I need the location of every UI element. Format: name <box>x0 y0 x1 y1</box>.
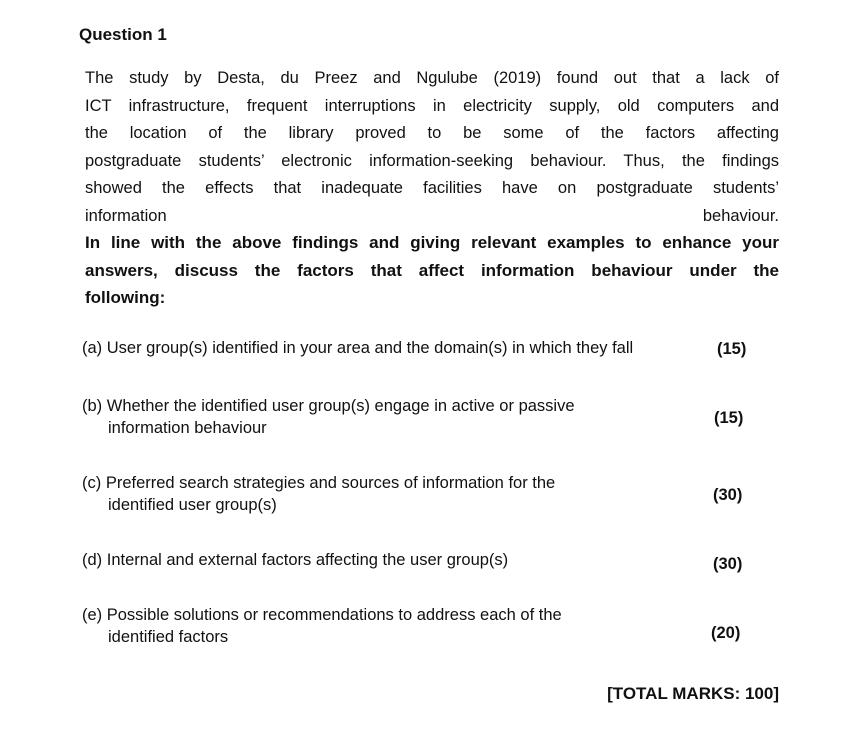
paragraph-line: information behaviour. <box>85 207 779 225</box>
paragraph-line: postgraduate students’ electronic information-seeking behaviour. Thus, the findings <box>85 152 779 170</box>
paragraph-line: the location of the library proved to be some of the factors affecting <box>85 124 779 142</box>
item-text-continued: identified factors <box>108 628 229 646</box>
item-marks: (30) <box>713 555 743 573</box>
item-marks: (15) <box>714 409 744 427</box>
total-marks: [TOTAL MARKS: 100] <box>607 684 779 703</box>
item-text: (b) Whether the identified user group(s) engage in active or passive <box>82 397 575 415</box>
instruction-line: answers, discuss the factors that affect information behaviour under the <box>85 261 779 280</box>
item-text-continued: identified user group(s) <box>108 496 277 514</box>
instruction-line: following: <box>85 288 166 307</box>
item-marks: (15) <box>717 340 747 358</box>
paragraph-line: The study by Desta, du Preez and Ngulube (2019) found out that a lack of <box>85 69 779 87</box>
item-text: (d) Internal and external factors affecting the user group(s) <box>82 551 509 569</box>
item-marks: (20) <box>711 624 741 642</box>
item-text: (c) Preferred search strategies and sources of information for the <box>82 474 556 492</box>
question-heading: Question 1 <box>79 25 167 44</box>
paragraph-line: showed the effects that inadequate facilities have on postgraduate students’ <box>85 179 779 197</box>
item-marks: (30) <box>713 486 743 504</box>
item-text: (e) Possible solutions or recommendations to address each of the <box>82 606 562 624</box>
item-text: (a) User group(s) identified in your area and the domain(s) in which they fall <box>82 339 634 357</box>
instruction-line: In line with the above findings and giving relevant examples to enhance your <box>85 233 779 252</box>
item-text-continued: information behaviour <box>108 419 267 437</box>
paragraph-line: ICT infrastructure, frequent interruptions in electricity supply, old computers and <box>85 97 779 115</box>
